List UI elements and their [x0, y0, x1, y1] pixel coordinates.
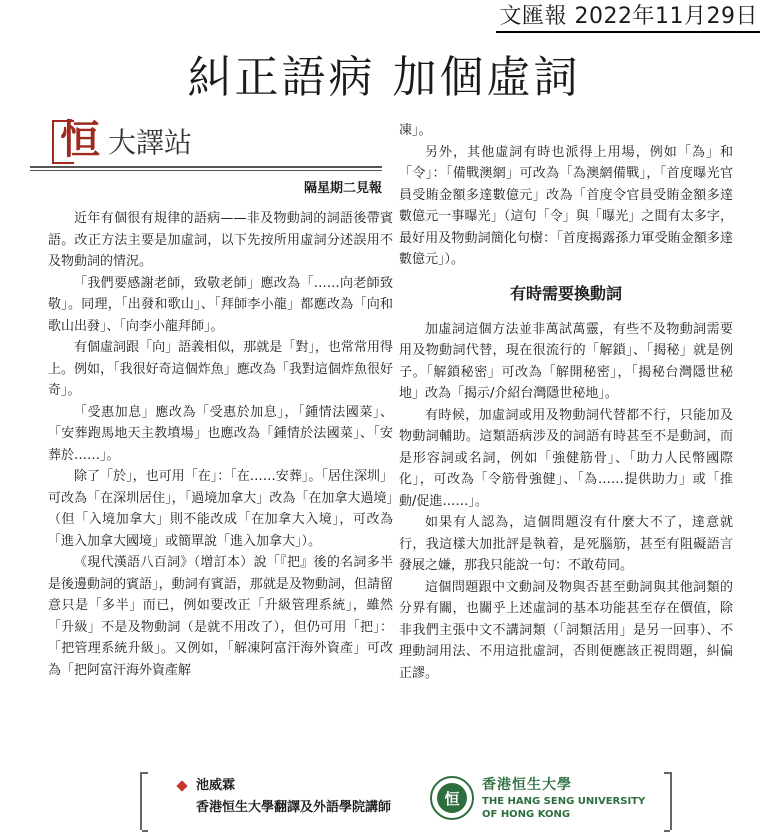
university-name-zh: 香港恒生大學 [482, 777, 572, 793]
article-paragraph: 加虛詞這個方法並非萬試萬靈，有些不及物動詞需要用及物動詞代替，現在很流行的「解鎖」、「揭秘」就是例子。「解鎖秘密」可改為「解開秘密」，「揭秘台灣隱世秘地」改為「揭示/介紹台灣隱世秘地」。 [399, 321, 733, 401]
article-paragraph: 「受惠加息」應改為「受惠於加息」，「鍾情法國菜」、「安葬跑馬地天主教墳場」也應改為「鍾情於法國菜」、「安葬於……」。 [48, 404, 393, 463]
article-paragraph: 如果有人認為，這個問題沒有什麼大不了，達意就行，我這樣大加批評是執着，是死腦筋，甚至有阻礙語言發展之嫌，那我只能說一句：不敢苟同。 [399, 515, 733, 573]
article-paragraph: 這個問題跟中文動詞及物與否甚至動詞與其他詞類的分界有關，也關乎上述虛詞的基本功能甚至存在價值，除非我們主張中文不講詞類（「詞類活用」是另一回事）、不理動詞用法、不用這批虛詞，否則便應該正視問題，糾偏正謬。 [399, 579, 733, 681]
article-right-column [399, 120, 733, 684]
brand-char: 恒 [60, 116, 100, 163]
author-footer [140, 772, 672, 830]
article-paragraph: 有時候，加虛詞或用及物動詞代替都不行，只能加及物動詞輔助。這類語病涉及的詞語有時甚至不是動詞，而是形容詞或名詞，例如「強健筋骨」、「助力人民幣國際化」，可改為「令筋骨強健」、「為……提供助力」或「推動/促進……」。 [399, 407, 733, 509]
column-title: 大譯站 [108, 126, 193, 159]
article-paragraph: 有個虛詞跟「向」語義相似，那就是「對」，也常常用得上。例如，「我很好奇這個炸魚」應改為「我對這個炸魚很好奇」。 [48, 340, 393, 398]
publish-frequency: 隔星期二見報 [303, 181, 382, 196]
headline: 糾正語病 加個虛詞 [187, 52, 581, 103]
author-name: 池威霖 [196, 778, 236, 793]
column-rule [30, 166, 382, 171]
logo-char: 恒 [437, 783, 467, 813]
author-title: 香港恒生大學翻譯及外語學院講師 [196, 800, 392, 815]
column-brand [30, 116, 382, 176]
article-paragraph: 《現代漢語八百詞》（增訂本）說「『把』後的名詞多半是後邊動詞的賓語」，動詞有賓語，那就是及物動詞，但請留意只是「多半」而已，例如要改正「升級管理系統」，雖然「升級」不是及物動詞（是就不用改了），但仍可用「把」：「把管理系統升級」。又例如，「解凍阿富汗海外資產」可改為「把阿富汗海外資產解 [48, 555, 393, 678]
diamond-bullet-icon [176, 780, 187, 791]
university-name-en-line2: OF HONG KONG [482, 809, 571, 820]
article-paragraph-continued: 凍」。 [399, 123, 432, 138]
article-subheading: 有時需要換動詞 [509, 283, 622, 303]
article-paragraph: 「我們要感謝老師，致敬老師」應改為「……向老師致敬」。同理，「出發和歌山」、「拜師李小龍」都應改為「向和歌山出發」、「向李小龍拜師」。 [48, 275, 393, 334]
article-paragraph: 另外，其他虛詞有時也派得上用場，例如「為」和「令」：「備戰澳網」可改為「為澳網備戰」，「首度曝光官員受賄金額多達數億元」改為「首度令官員受賄金額多達數億元一事曝光」（這句「令」與「曝光」之間有太多字，最好用及物動詞簡化句樹：「首度揭露孫力軍受賄金額多達數億元」）。 [399, 144, 733, 267]
university-name-en-line1: THE HANG SENG UNIVERSITY [482, 796, 646, 807]
article-left-column [48, 208, 393, 681]
article-paragraph: 除了「於」，也可用「在」：「在……安葬」。「居住深圳」可改為「在深圳居住」，「過境加拿大」改為「在加拿大過境」（但「入境加拿大」則不能改成「在加拿大入境」，可改為「進入加拿大國境」或簡單說「進入加拿大」）。 [48, 469, 393, 549]
masthead-date: 文匯報 2022年11月29日 [496, 4, 760, 33]
article-paragraph: 近年有個很有規律的語病——非及物動詞的詞語後帶賓語。改正方法主要是加虛詞，以下先按所用虛詞分述誤用不及物動詞的情況。 [48, 211, 393, 269]
university-logo-icon [430, 776, 474, 820]
